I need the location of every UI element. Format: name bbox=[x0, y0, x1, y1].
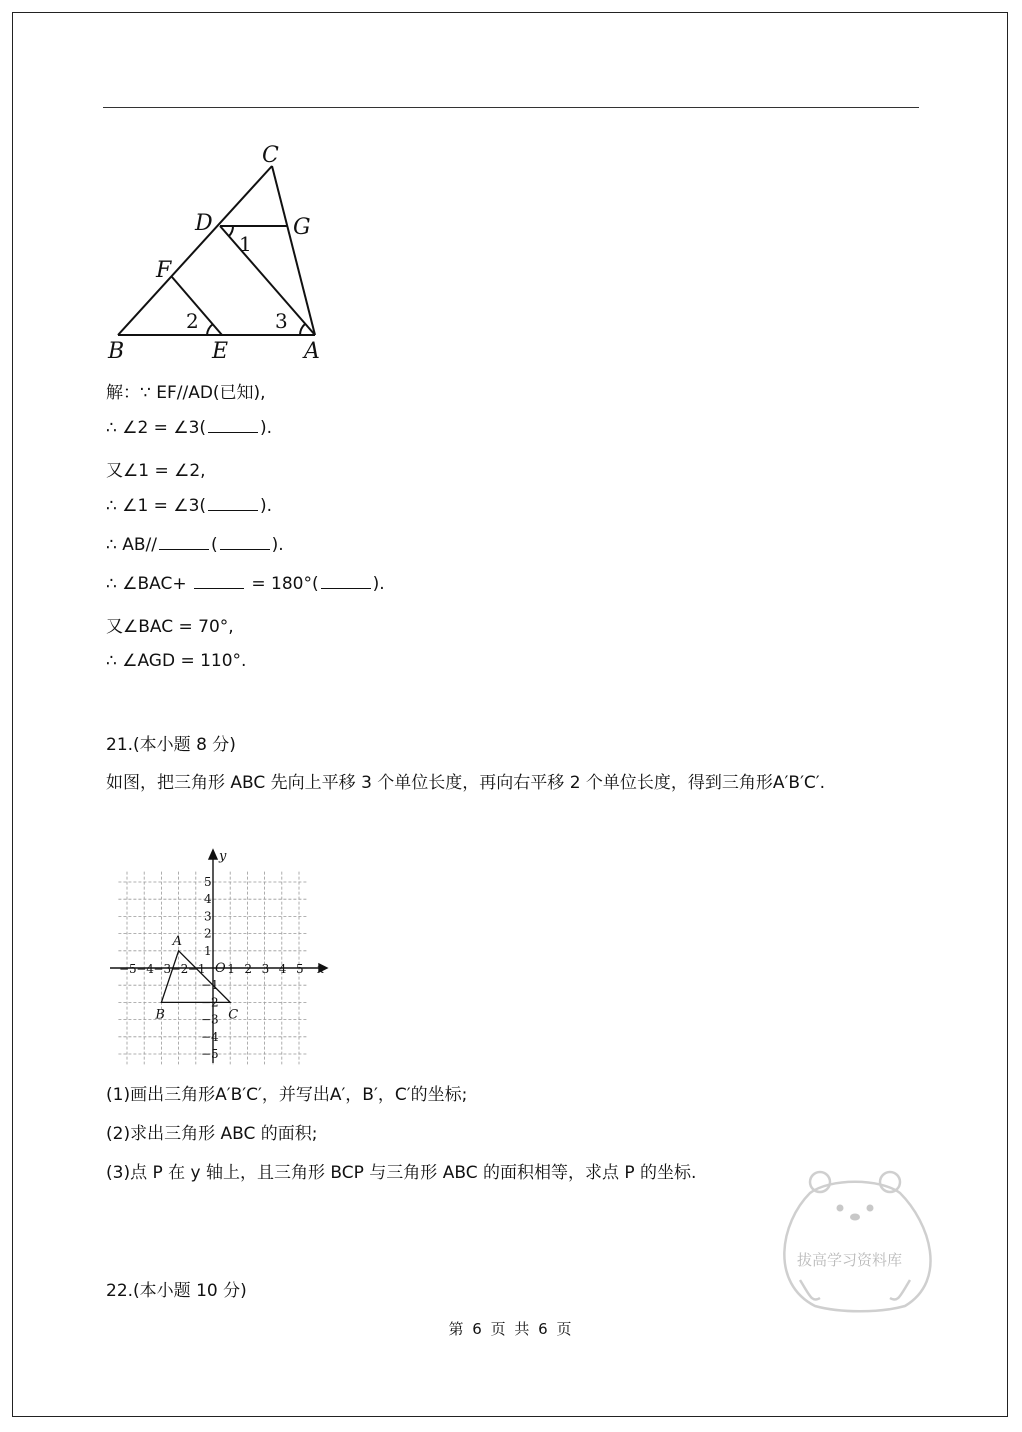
point-label-C: C bbox=[228, 1007, 239, 1023]
label-G: G bbox=[293, 215, 311, 240]
point-label-A: A bbox=[172, 933, 182, 949]
label-D: D bbox=[195, 211, 213, 236]
solution-line-5: ∴ AB// ( ). bbox=[106, 535, 284, 555]
coordinate-grid bbox=[105, 845, 330, 1067]
q22-heading: 22.(本小题 10 分) bbox=[106, 1281, 247, 1301]
y-tick-label: −3 bbox=[201, 1012, 219, 1027]
bear-watermark-icon bbox=[770, 1168, 945, 1316]
angle-2-label: 2 bbox=[186, 309, 199, 333]
y-tick-label: 3 bbox=[204, 909, 212, 924]
q21-part-1: (1)画出三角形A′B′C′，并写出A′，B′，C′的坐标; bbox=[106, 1085, 468, 1105]
answer-blank[interactable] bbox=[220, 535, 270, 550]
y-tick-label: −5 bbox=[201, 1047, 219, 1061]
label-B: B bbox=[108, 339, 125, 364]
q21-heading: 21.(本小题 8 分) bbox=[106, 735, 236, 755]
solution-line-6: ∴ ∠BAC+ = 180°( ). bbox=[106, 574, 385, 594]
point-label-B: B bbox=[155, 1007, 165, 1023]
x-tick-label: −1 bbox=[187, 962, 206, 976]
y-tick-label: −2 bbox=[201, 995, 219, 1010]
y-tick-label: −1 bbox=[201, 978, 219, 993]
label-F: F bbox=[156, 258, 172, 283]
answer-blank[interactable] bbox=[321, 574, 371, 589]
angle-3-arc bbox=[300, 324, 305, 335]
page-footer: 第 6 页 共 6 页 bbox=[448, 1320, 574, 1338]
x-axis-label: x bbox=[317, 962, 325, 977]
triangle-figure bbox=[100, 138, 340, 368]
solution-line-3: 又∠1 = ∠2, bbox=[106, 461, 206, 481]
label-E: E bbox=[212, 339, 229, 364]
origin-label: O bbox=[215, 961, 226, 976]
solution-line-8: ∴ ∠AGD = 110°. bbox=[106, 651, 247, 671]
solution-line-2: ∴ ∠2 = ∠3( ). bbox=[106, 418, 273, 438]
x-tick-label: −2 bbox=[170, 962, 189, 976]
label-A: A bbox=[304, 339, 320, 364]
solution-line-4: ∴ ∠1 = ∠3( ). bbox=[106, 496, 273, 516]
answer-blank[interactable] bbox=[159, 535, 209, 550]
x-tick-label: 3 bbox=[261, 962, 270, 976]
answer-blank[interactable] bbox=[208, 496, 258, 511]
angle-1-label: 1 bbox=[239, 232, 252, 256]
y-axis-arrow bbox=[209, 850, 217, 859]
watermark-text: 拔高学习资料库 bbox=[797, 1251, 903, 1269]
x-tick-label: 2 bbox=[244, 962, 253, 976]
angle-1-arc bbox=[229, 226, 233, 236]
y-tick-label: −4 bbox=[201, 1029, 219, 1044]
label-C: C bbox=[262, 143, 279, 168]
x-tick-label: −5 bbox=[119, 962, 137, 976]
x-tick-label: −3 bbox=[153, 962, 172, 976]
x-tick-label: 4 bbox=[278, 962, 287, 976]
q21-part-2: (2)求出三角形 ABC 的面积; bbox=[106, 1124, 318, 1144]
solution-line-1: 解：∵ EF//AD(已知), bbox=[106, 383, 266, 403]
y-tick-label: 2 bbox=[204, 926, 212, 941]
x-tick-label: −4 bbox=[136, 962, 154, 976]
q21-intro: 如图，把三角形 ABC 先向上平移 3 个单位长度，再向右平移 2 个单位长度，得到三角形A′B′C′. bbox=[106, 773, 826, 793]
x-tick-label: 1 bbox=[227, 962, 235, 976]
y-tick-label: 5 bbox=[204, 875, 212, 889]
answer-blank[interactable] bbox=[194, 574, 244, 589]
angle-3-label: 3 bbox=[275, 309, 288, 333]
answer-blank[interactable] bbox=[208, 418, 258, 433]
angle-2-arc bbox=[207, 324, 213, 335]
header-rule bbox=[103, 107, 919, 108]
q21-part-3: (3)点 P 在 y 轴上，且三角形 BCP 与三角形 ABC 的面积相等，求点 P 的坐标. bbox=[106, 1163, 697, 1183]
solution-line-7: 又∠BAC = 70°, bbox=[106, 617, 234, 637]
y-axis-label: y bbox=[219, 849, 227, 864]
y-tick-label: 4 bbox=[204, 892, 212, 907]
x-tick-label: 5 bbox=[296, 962, 304, 976]
y-tick-label: 1 bbox=[204, 943, 212, 958]
